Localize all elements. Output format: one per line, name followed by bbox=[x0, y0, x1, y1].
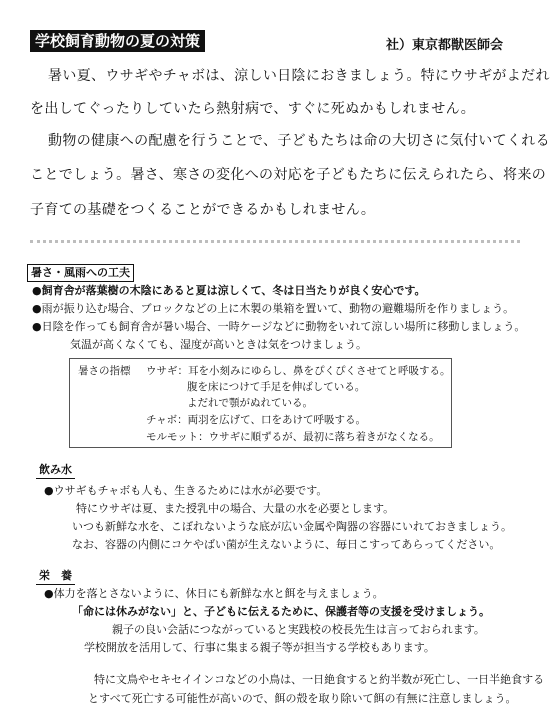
body-line: 親子の良い会話につながっていると実践校の校長先生は言っておられます。 bbox=[112, 623, 485, 636]
intro-line: ことでしょう。暑さ、寒さの変化への対応を子どもたちに伝えられたら、将来の bbox=[30, 167, 547, 183]
body-line: いつも新鮮な水を、こぼれないような底が広い金属や陶器の容器にいれておきましょう。 bbox=[72, 520, 512, 533]
bullet-item: ●飼育舎が落葉樹の木陰にあると夏は涼しくて、冬は日当たりが良く安心です。 bbox=[32, 284, 426, 297]
body-line: 特にウサギは夏、また授乳中の場合、大量の水を必要とします。 bbox=[76, 502, 395, 515]
intro-line: 暑い夏、ウサギやチャボは、涼しい日陰におきましょう。特にウサギがよだれ bbox=[48, 68, 550, 84]
body-line: 学校開放を活用して、行事に集まる親子等が担当する学校もあります。 bbox=[84, 641, 435, 654]
page-title: 学校飼育動物の夏の対策 bbox=[30, 30, 205, 52]
bullet-item: ●雨が振り込む場合、ブロックなどの上に木製の巣箱を置いて、動物の避難場所を作りましょう。 bbox=[32, 302, 515, 315]
indicator-line: チャボ：両羽を広げて、口をあけて呼吸する。 bbox=[146, 414, 366, 426]
section-heading-nutrition: 栄 養 bbox=[36, 568, 75, 585]
indicator-line: よだれで顎がぬれている。 bbox=[187, 397, 313, 409]
body-line: なお、容器の内側にコケやばい菌が生えないように、毎日こすってあらってください。 bbox=[72, 538, 501, 551]
organization-name: 社）東京都獣医師会 bbox=[386, 38, 504, 53]
indicator-line: モルモット：ウサギに順ずるが、最初に落ち着きがなくなる。 bbox=[146, 431, 440, 443]
body-line: とすべて死亡する可能性が高いので、餌の殻を取り除いて餌の有無に注意しましょう。 bbox=[88, 692, 517, 705]
bullet-item: ●体力を落とさないように、休日にも新鮮な水と餌を与えましょう。 bbox=[44, 587, 384, 600]
section-heading-water: 飲み水 bbox=[36, 462, 75, 479]
indicator-line: 耳を小刻みにゆらし、鼻をぴくぴくさせてと呼吸する。 bbox=[188, 365, 451, 377]
section-divider bbox=[30, 240, 520, 243]
intro-line: を出してぐったりしていたら熱射病で、すぐに死ぬかもしれません。 bbox=[30, 101, 476, 117]
emphasis-line: 「命には休みがない」と、子どもに伝えるために、保護者等の支援を受けましょう。 bbox=[72, 605, 490, 618]
intro-line: 動物の健康への配慮を行うことで、子どもたちは命の大切さに気付いてくれる bbox=[48, 133, 550, 149]
heat-indicator-box bbox=[69, 358, 452, 448]
section-heading-heat: 暑さ・風雨への工夫 bbox=[27, 264, 134, 282]
box-label: 暑さの指標 bbox=[78, 365, 131, 377]
indicator-line: 腹を床につけて手足を伸ばしている。 bbox=[187, 381, 366, 393]
bullet-item: ●ウサギもチャボも人も、生きるためには水が必要です。 bbox=[44, 484, 328, 497]
intro-line: 子育ての基礎をつくることができるかもしれません。 bbox=[30, 202, 376, 218]
bullet-item: ●日陰を作っても飼育舎が暑い場合、一時ケージなどに動物をいれて涼しい場所に移動しましょう。 bbox=[32, 320, 526, 333]
rabbit-label: ウサギ： bbox=[146, 365, 188, 377]
note-line: 気温が高くなくても、湿度が高いときは気をつけましょう。 bbox=[70, 338, 367, 351]
body-line: 特に文鳥やセキセイインコなどの小鳥は、一日絶食すると約半数が死亡し、一日半絶食する bbox=[94, 673, 545, 686]
